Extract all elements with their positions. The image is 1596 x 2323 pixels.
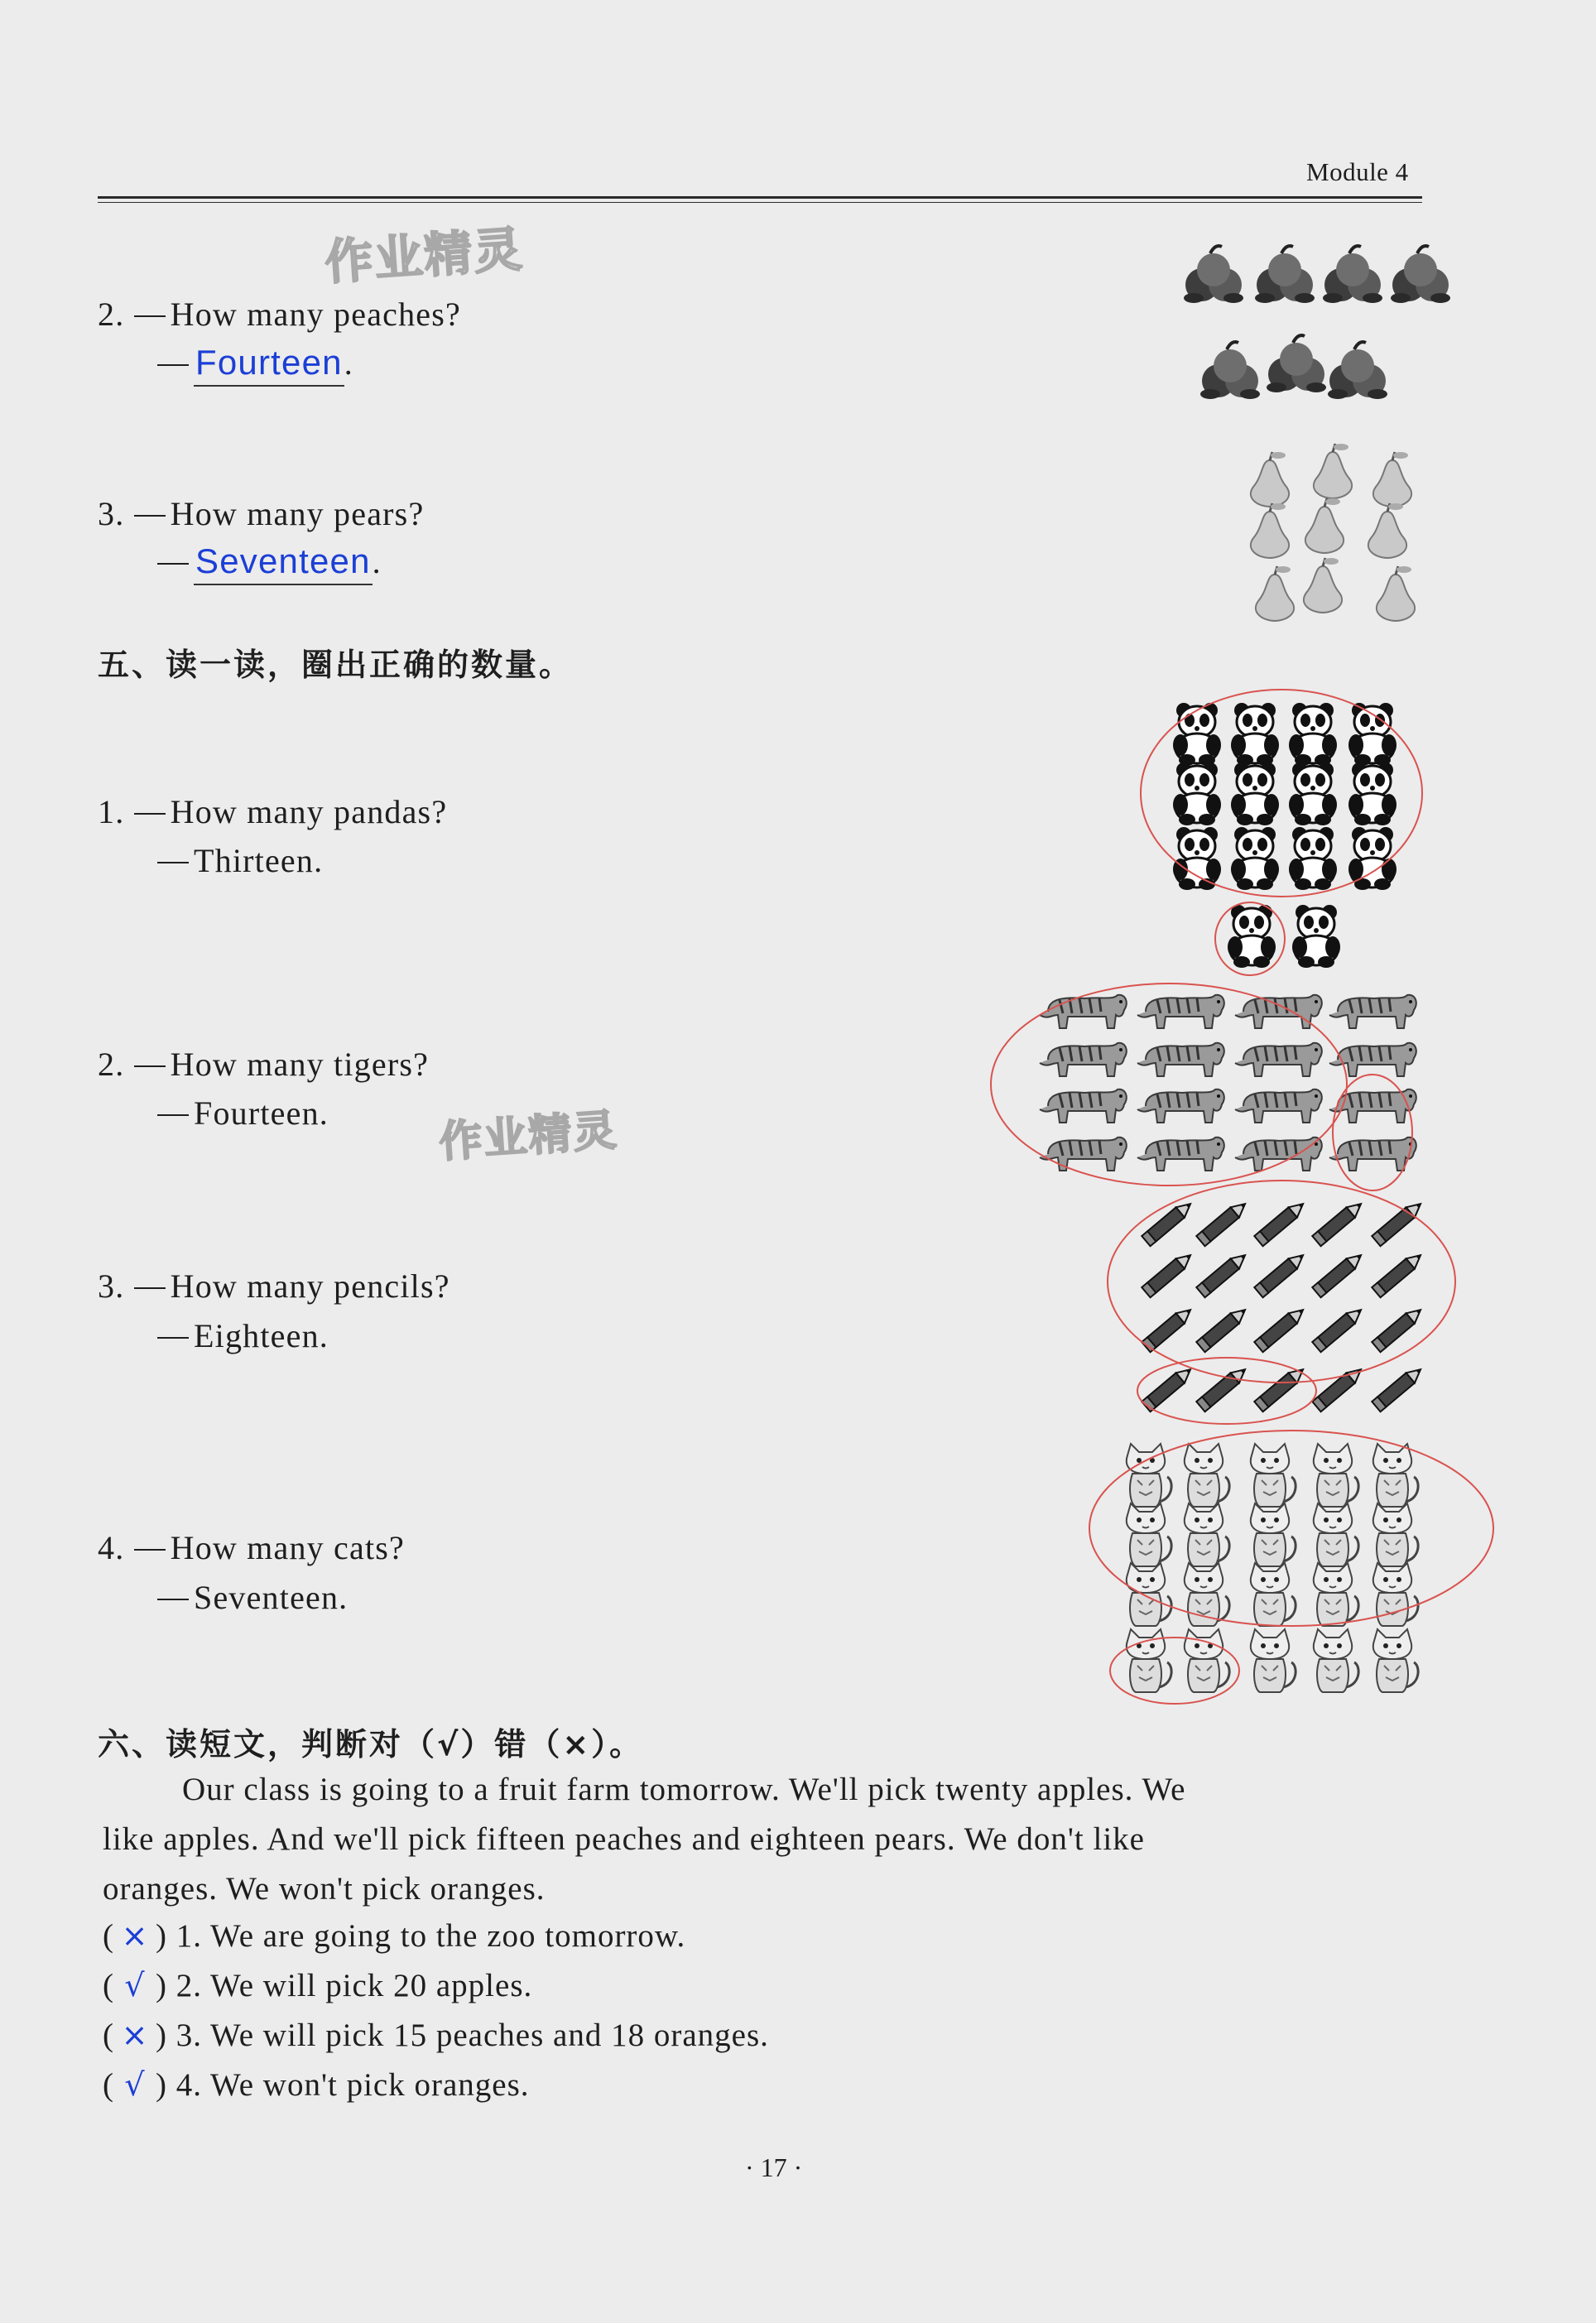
answer-cats: Seventeen.: [157, 1578, 348, 1617]
question-cats: 4. How many cats?: [98, 1529, 405, 1566]
watermark: 作业精灵: [323, 220, 526, 291]
pandas-group: [1173, 703, 1396, 968]
handwritten-answer: Seventeen: [194, 541, 373, 585]
section-6-title: 六、读短文，判断对（√）错（×）。: [98, 1726, 644, 1763]
judge-item-3: ( × ) 3. We will pick 15 peaches and 18 oranges.: [103, 2017, 769, 2053]
question-pandas: 1. How many pandas?: [98, 793, 448, 830]
passage-line-1: Our class is going to a fruit farm tomorrow. We'll pick twenty apples. We: [182, 1772, 1186, 1807]
question-pears: 3. How many pears?: [98, 495, 425, 532]
judge-item-2: ( √ ) 2. We will pick 20 apples.: [103, 1967, 533, 2003]
answer-pears: Seventeen.: [157, 541, 382, 581]
watermark: 作业精灵: [437, 1105, 620, 1168]
judge-item-4: ( √ ) 4. We won't pick oranges.: [103, 2066, 530, 2103]
answer-mark: √: [124, 1967, 146, 2003]
peaches-group: [1184, 246, 1450, 399]
answer-mark: ×: [121, 1917, 149, 1954]
pencils-group: [1142, 1199, 1425, 1412]
answer-mark: √: [124, 2066, 146, 2103]
answer-pencils: Eighteen.: [157, 1316, 329, 1355]
pears-group: [1251, 444, 1415, 621]
answer-peaches: Fourteen.: [157, 343, 353, 382]
cats-group: [1127, 1444, 1418, 1692]
question-pencils: 3. How many pencils?: [98, 1267, 450, 1305]
passage-line-3: oranges. We won't pick oranges.: [103, 1871, 546, 1907]
section-5-title: 五、读一读，圈出正确的数量。: [98, 647, 574, 683]
answer-mark: ×: [121, 2017, 149, 2053]
module-label: Module 4: [1306, 157, 1409, 186]
answer-tigers: Fourteen.: [157, 1094, 329, 1133]
handwritten-answer: Fourteen: [194, 343, 344, 387]
passage-line-2: like apples. And we'll pick fifteen peaches and eighteen pears. We don't like: [103, 1821, 1145, 1857]
page-number: · 17 ·: [745, 2152, 803, 2182]
judge-item-1: ( × ) 1. We are going to the zoo tomorrow.: [103, 1917, 686, 1954]
question-peaches: 2. How many peaches?: [98, 296, 461, 333]
answer-pandas: Thirteen.: [157, 841, 323, 880]
question-tigers: 2. How many tigers?: [98, 1046, 430, 1083]
tigers-group: [1040, 995, 1416, 1171]
